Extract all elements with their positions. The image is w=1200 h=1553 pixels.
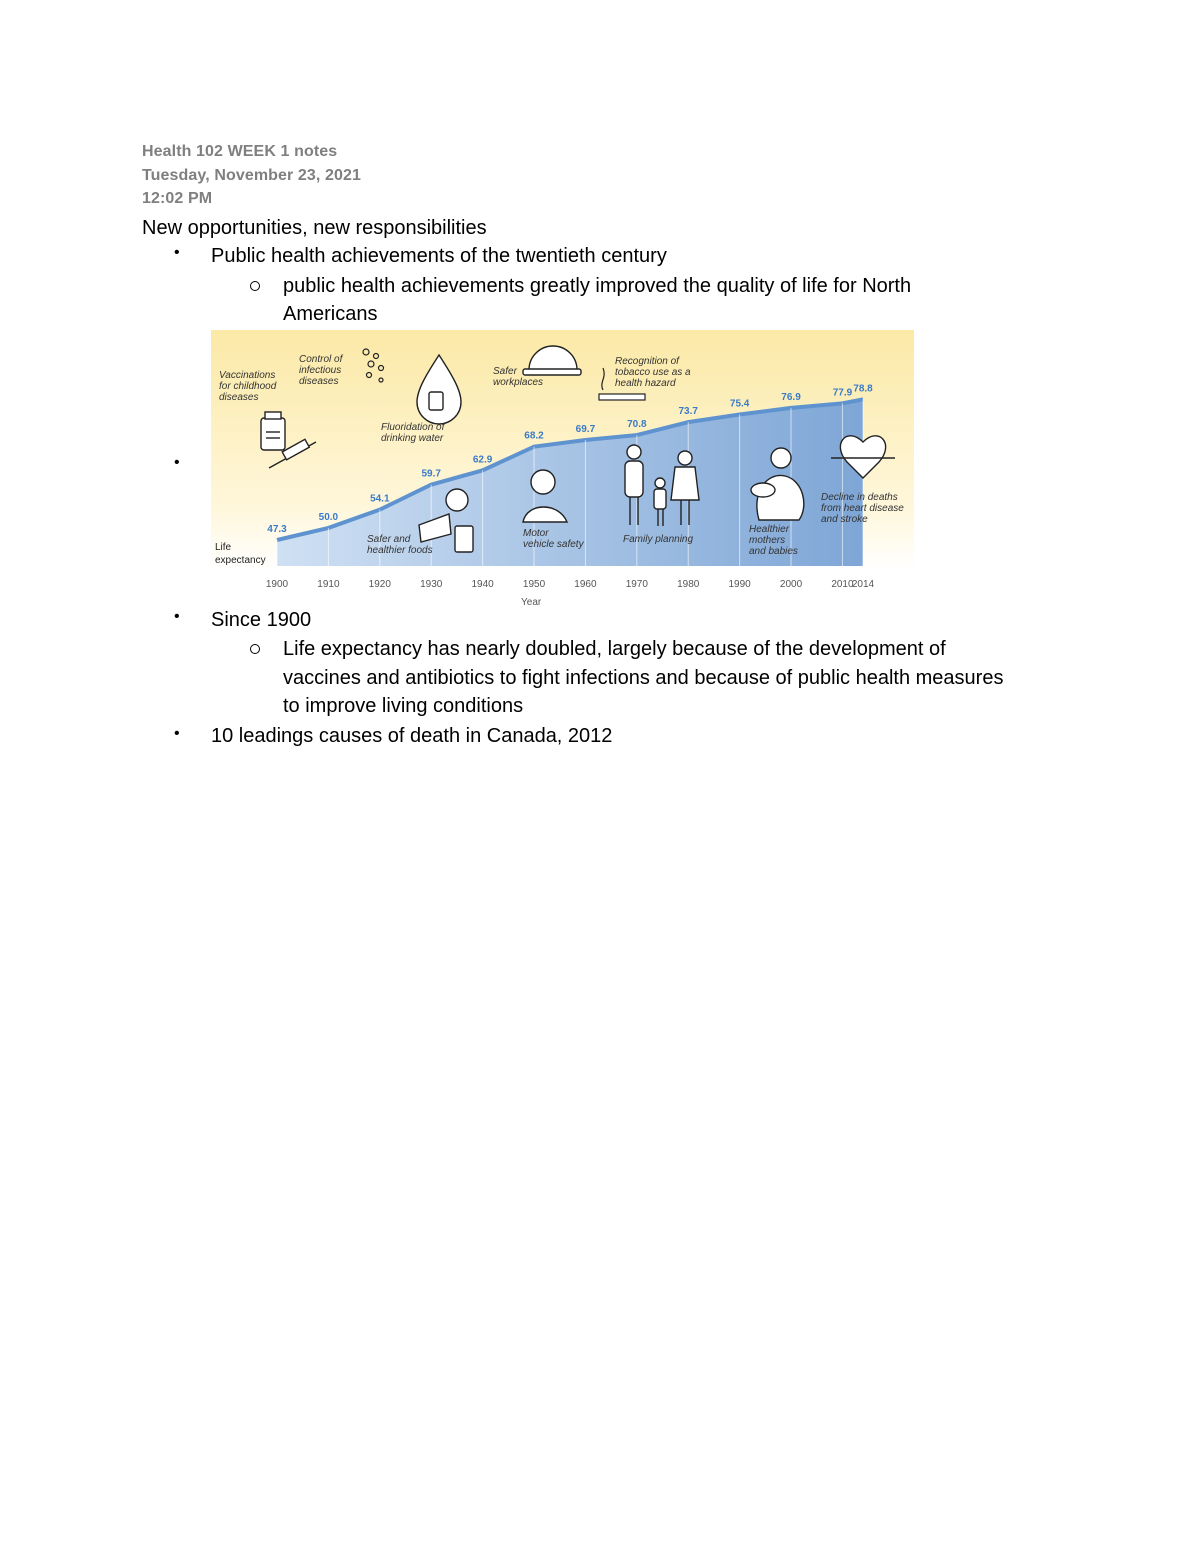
annotation-family-planning: Family planning [623,534,694,545]
x-tick-label: 1970 [625,579,648,590]
annotation-foods-line2: healthier foods [367,545,433,556]
sub-bullet-circle [250,281,260,291]
annotation-tobacco-line2: tobacco use as a [615,367,691,378]
value-label: 73.7 [678,406,698,418]
annotation-heart-line3: and stroke [821,514,868,525]
annotation-mothers-line3: and babies [749,546,798,557]
note-time: 12:02 PM [142,190,213,207]
x-tick-label: 1990 [728,579,751,590]
section-heading: New opportunities, new responsibilities [142,217,487,239]
bullet-dot: • [174,725,180,742]
x-tick-label: 1920 [368,579,391,590]
sub-bullet-life-expectancy-line3: to improve living conditions [283,695,524,717]
tick-label-layer [266,579,875,590]
annotation-workplaces-line1: Safer [493,366,517,377]
y-axis-label-line1: Life [215,542,232,553]
svg-text:Fluoridation ofdrinking water [381,422,446,444]
annotation-fluoridation-line1: Fluoridation of [381,422,445,433]
annotation-foods-line1: Safer and [367,534,411,545]
svg-text:Control ofinfectiousdiseases [299,354,344,387]
x-tick-label: 2010 [831,579,854,590]
note-date: Tuesday, November 23, 2021 [142,167,362,184]
sub-bullet-quality-of-life: public health achievements greatly improved the quality of life for North [283,275,912,297]
value-label: 59.7 [421,468,441,480]
bullet-dot: • [174,454,180,471]
value-label: 50.0 [318,511,339,523]
annotation-heart-line1: Decline in deaths [821,492,898,503]
bullet-since-1900: Since 1900 [211,609,312,631]
x-tick-label: 2014 [851,579,875,590]
sub-bullet-life-expectancy-line2: vaccines and antibiotics to fight infections and because of public health measures [283,667,1004,689]
value-label: 75.4 [729,398,750,410]
value-label: 68.2 [524,430,544,442]
x-tick-label: 1940 [471,579,494,590]
x-tick-label: 1980 [677,579,700,590]
value-label: 78.8 [853,383,873,395]
x-tick-label: 1900 [265,579,289,590]
sub-bullet-circle [250,644,260,654]
value-label: 54.1 [370,493,390,505]
x-tick-label: 1960 [574,579,597,590]
x-axis-label: Year [521,597,542,608]
annotation-infectious-line1: Control of [299,354,343,365]
value-label: 62.9 [472,454,493,466]
bullet-dot: • [174,244,180,261]
value-label: 69.7 [575,423,596,435]
value-label: 76.9 [781,391,801,403]
sub-bullet-quality-of-life-cont: Americans [283,303,378,325]
x-tick-label: 1930 [420,579,443,590]
x-tick-label: 1950 [522,579,546,590]
annotation-vaccinations-line1: Vaccinations [219,370,276,381]
annotation-motor-line2: vehicle safety [523,539,584,550]
x-tick-label: 1910 [317,579,340,590]
note-title: Health 102 WEEK 1 notes [142,143,338,160]
annotation-infectious-line2: infectious [299,365,342,376]
annotation-heart-line2: from heart disease [821,503,904,514]
y-axis-label-line2: expectancy [215,555,266,566]
annotation-mothers-line2: mothers [749,535,786,546]
bullet-public-health: Public health achievements of the twentieth century [211,245,667,267]
annotation-infectious-line3: diseases [299,376,339,387]
sub-bullet-life-expectancy-line1: Life expectancy has nearly doubled, largely because of the development of [283,638,946,660]
value-label: 70.8 [627,419,647,431]
bullet-dot: • [174,608,180,625]
x-tick-label: 2000 [779,579,803,590]
value-label: 47.3 [267,524,287,535]
annotation-workplaces-line2: workplaces [493,377,544,388]
annotation-motor-line1: Motor [523,528,549,539]
annotation-fluoridation-line2: drinking water [381,433,444,444]
annotation-vaccinations-line2: for childhood [219,381,277,392]
annotation-tobacco-line1: Recognition of [615,356,679,367]
bullet-leading-causes: 10 leadings causes of death in Canada, 2012 [211,725,613,747]
annotation-mothers-line1: Healthier [749,524,790,535]
annotation-tobacco-line3: health hazard [615,378,676,389]
life-expectancy-figure [211,330,914,608]
value-label: 77.9 [832,387,853,399]
annotation-vaccinations-line3: diseases [219,392,259,403]
